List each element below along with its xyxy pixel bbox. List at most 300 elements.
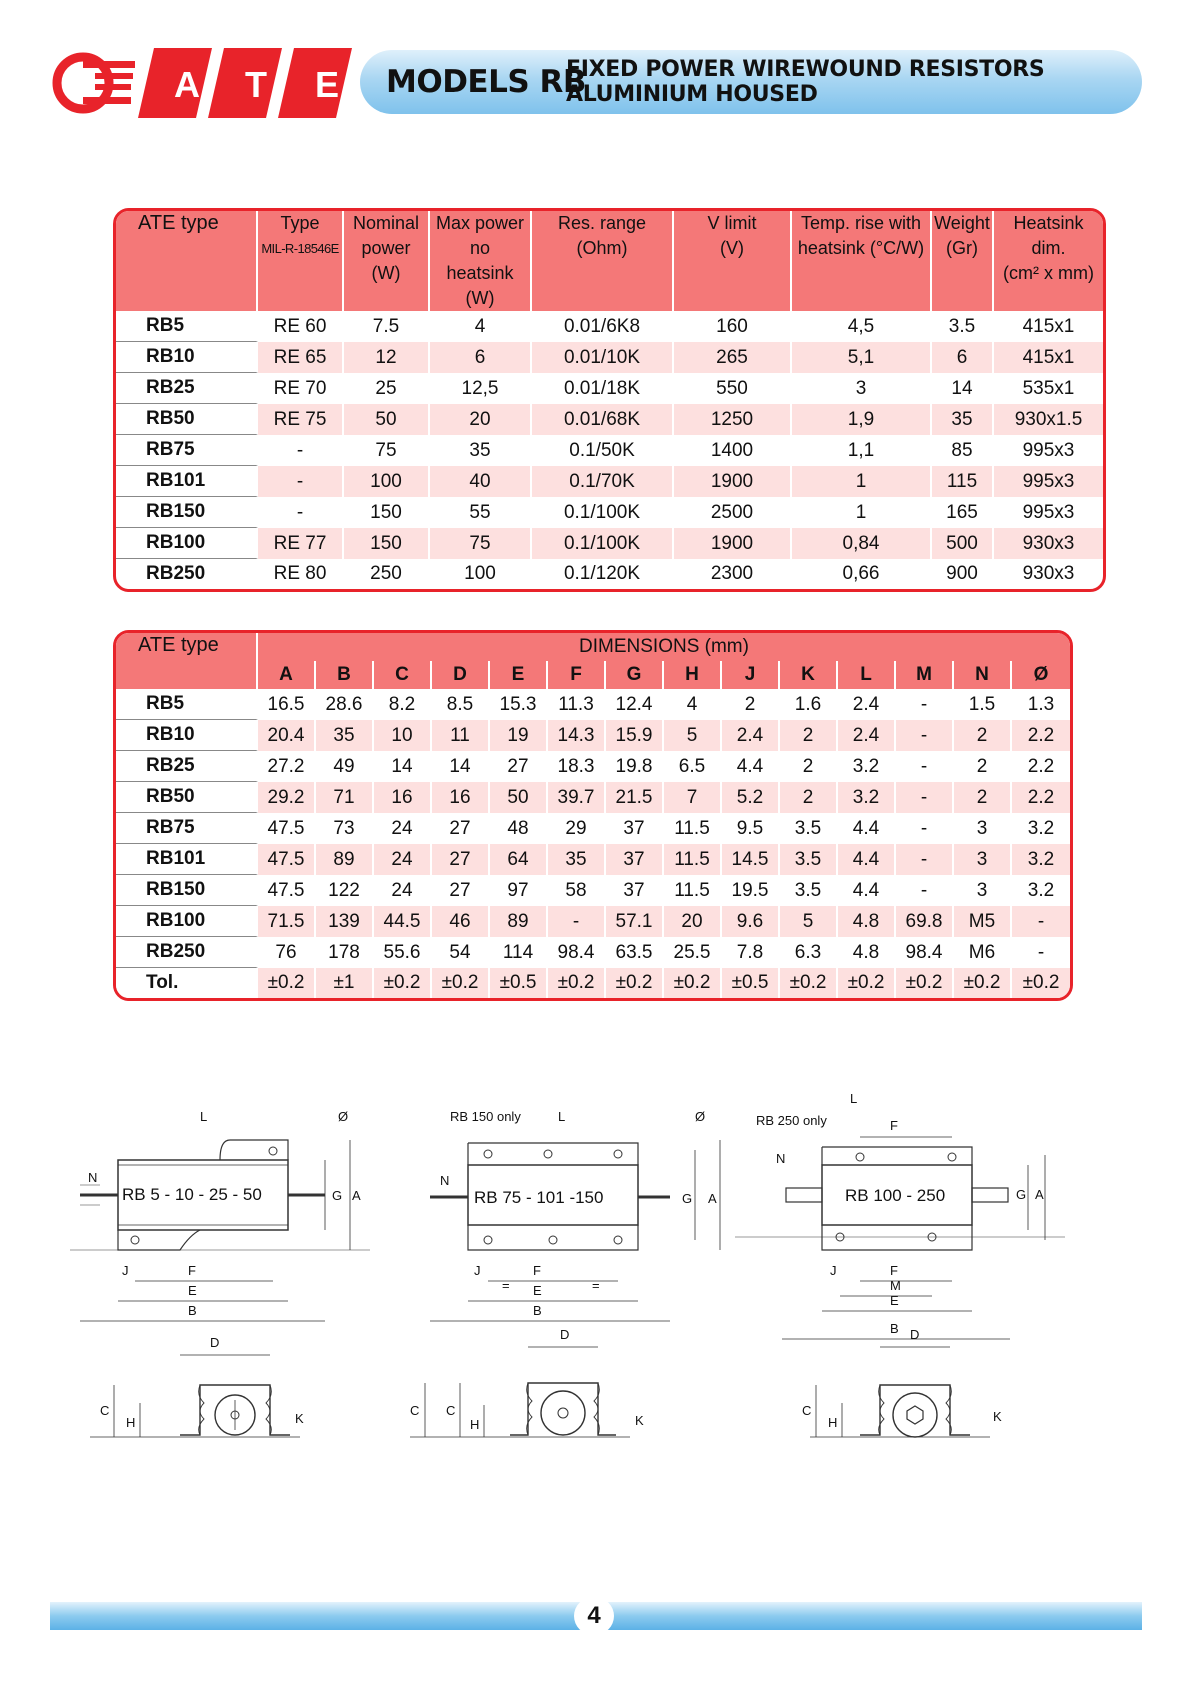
table-cell: ±0.2 bbox=[374, 968, 432, 998]
table-cell: 900 bbox=[932, 559, 994, 589]
specs-header-line1: Temp. rise with bbox=[800, 213, 922, 233]
table-cell: 2.4 bbox=[838, 720, 896, 751]
table-cell: 27 bbox=[432, 813, 490, 844]
d3-E: E bbox=[890, 1293, 899, 1308]
d1-L: L bbox=[200, 1109, 208, 1124]
subtitle-line-1: FIXED POWER WIREWOUND RESISTORS bbox=[566, 57, 1045, 82]
table-cell: ±0.5 bbox=[490, 968, 548, 998]
table-row bbox=[116, 311, 1103, 342]
table-cell: 0.01/10K bbox=[532, 342, 674, 373]
table-row bbox=[116, 720, 1070, 751]
d3-B: B bbox=[890, 1321, 899, 1336]
table-cell: 100 bbox=[344, 466, 430, 497]
specs-header-2 bbox=[344, 211, 430, 311]
d2-note: RB 150 only bbox=[450, 1109, 521, 1124]
table-cell: 24 bbox=[374, 875, 432, 906]
table-cell: 25 bbox=[344, 373, 430, 404]
table-cell: 4.4 bbox=[722, 751, 780, 782]
table-cell: 3.5 bbox=[780, 875, 838, 906]
drawing-rb100-top bbox=[735, 1091, 1065, 1339]
specs-header-7 bbox=[932, 211, 994, 311]
table-cell: 0.01/68K bbox=[532, 404, 674, 435]
table-cell: 73 bbox=[316, 813, 374, 844]
p2-K: K bbox=[635, 1413, 644, 1428]
table-cell: 9.6 bbox=[722, 906, 780, 937]
drawing-profile-3 bbox=[802, 1327, 1002, 1437]
table-cell: 265 bbox=[674, 342, 792, 373]
p1-C: C bbox=[100, 1403, 110, 1418]
table-cell: 995x3 bbox=[1022, 501, 1075, 523]
table-cell: 3.5 bbox=[932, 311, 994, 342]
table-cell: 76 bbox=[258, 937, 316, 968]
table-cell: ±0.2 bbox=[1012, 968, 1070, 998]
d3-J: J bbox=[830, 1263, 837, 1278]
table-cell: 16 bbox=[374, 782, 432, 813]
table-cell: 0.1/100K bbox=[532, 497, 674, 528]
p2-D: D bbox=[560, 1327, 570, 1342]
table-cell: 1.3 bbox=[1027, 693, 1055, 715]
drawing-profile-1 bbox=[90, 1335, 304, 1437]
table-cell: 89 bbox=[490, 906, 548, 937]
logo-letter-e: E bbox=[315, 64, 340, 105]
d3-F2: F bbox=[890, 1263, 898, 1278]
table-cell: ±0.2 bbox=[432, 968, 490, 998]
table-cell: 1 bbox=[792, 466, 932, 497]
specs-header-line2: (cm² x mm) bbox=[1003, 263, 1094, 283]
specs-table-grid bbox=[116, 211, 1103, 589]
table-cell: 12.4 bbox=[606, 689, 664, 720]
d3-N: N bbox=[776, 1151, 786, 1166]
table-cell: 100 bbox=[430, 559, 532, 589]
specs-header-line1: Heatsink dim. bbox=[1013, 213, 1084, 258]
specs-header-1 bbox=[258, 211, 344, 311]
d2-eq1: = bbox=[502, 1278, 510, 1293]
table-cell: 16 bbox=[432, 782, 490, 813]
table-cell: 16.5 bbox=[258, 689, 316, 720]
specs-header-3 bbox=[430, 211, 532, 311]
p3-D: D bbox=[910, 1327, 920, 1342]
table-cell: 37 bbox=[606, 875, 664, 906]
table-cell: ±0.2 bbox=[258, 968, 316, 998]
table-cell: 930x3 bbox=[994, 528, 1103, 559]
model-name: RB10 bbox=[116, 720, 258, 751]
table-cell: - bbox=[1037, 941, 1045, 963]
dimension-drawings bbox=[70, 1085, 1130, 1555]
specs-table bbox=[113, 208, 1106, 592]
subtitle-line-2: ALUMINIUM HOUSED bbox=[566, 82, 818, 107]
table-cell: 27 bbox=[432, 844, 490, 875]
dim-col-header: M bbox=[896, 661, 954, 689]
d2-O: Ø bbox=[695, 1109, 706, 1124]
table-cell: 28.6 bbox=[316, 689, 374, 720]
table-cell: 3.2 bbox=[1027, 879, 1055, 901]
specs-header-line2: (V) bbox=[720, 238, 744, 258]
table-cell: RE 75 bbox=[258, 404, 344, 435]
table-cell: ±0.2 bbox=[664, 968, 722, 998]
table-cell: 11 bbox=[432, 720, 490, 751]
table-cell: 14 bbox=[932, 373, 994, 404]
table-cell: 550 bbox=[674, 373, 792, 404]
d3-G: G bbox=[1016, 1187, 1027, 1202]
table-cell: 995x3 bbox=[1022, 439, 1075, 461]
d1-J: J bbox=[122, 1263, 129, 1278]
dimensions-table bbox=[113, 630, 1073, 1001]
table-cell: 415x1 bbox=[1022, 315, 1075, 337]
table-cell: 14 bbox=[374, 751, 432, 782]
table-cell: 5.2 bbox=[722, 782, 780, 813]
d2-E: E bbox=[533, 1283, 542, 1298]
d2-eq2: = bbox=[592, 1278, 600, 1293]
dim-col-header: E bbox=[490, 661, 548, 689]
table-cell: 27 bbox=[490, 751, 548, 782]
specs-header-line1: Res. range bbox=[557, 213, 647, 233]
table-cell: 47.5 bbox=[258, 813, 316, 844]
table-cell: 15.9 bbox=[606, 720, 664, 751]
table-cell: 3.2 bbox=[838, 782, 896, 813]
table-cell: 150 bbox=[344, 528, 430, 559]
table-cell: 1900 bbox=[674, 528, 792, 559]
model-name: RB75 bbox=[116, 813, 258, 844]
dim-corner-header: ATE type bbox=[116, 633, 258, 689]
table-cell: 4.4 bbox=[838, 813, 896, 844]
d2-B: B bbox=[533, 1303, 542, 1318]
table-cell: 1900 bbox=[674, 466, 792, 497]
table-row bbox=[116, 404, 1103, 435]
table-cell: 4.4 bbox=[838, 875, 896, 906]
table-row bbox=[116, 435, 1103, 466]
table-cell: 0.1/100K bbox=[532, 528, 674, 559]
table-cell: 3.2 bbox=[1027, 817, 1055, 839]
logo-letter-a: A bbox=[174, 64, 200, 105]
table-cell: - bbox=[896, 844, 954, 875]
table-cell: 11.3 bbox=[548, 689, 606, 720]
table-cell: 50 bbox=[490, 782, 548, 813]
dimensions-table-grid bbox=[116, 633, 1070, 998]
p3-K: K bbox=[993, 1409, 1002, 1424]
table-cell: ±0.2 bbox=[780, 968, 838, 998]
table-cell: 18.3 bbox=[548, 751, 606, 782]
table-row bbox=[116, 373, 1103, 404]
table-cell: 1400 bbox=[674, 435, 792, 466]
table-cell: 0.1/50K bbox=[532, 435, 674, 466]
table-cell: 5,1 bbox=[792, 342, 932, 373]
dim-col-header: N bbox=[954, 661, 1012, 689]
specs-header-line1: Weight bbox=[934, 213, 990, 233]
specs-header-0 bbox=[116, 211, 258, 311]
specs-header-5 bbox=[674, 211, 792, 311]
table-cell: 37 bbox=[606, 813, 664, 844]
page-number: 4 bbox=[574, 1597, 614, 1635]
table-cell: 3.2 bbox=[838, 751, 896, 782]
table-cell: 14 bbox=[432, 751, 490, 782]
table-row bbox=[116, 906, 1070, 937]
table-row bbox=[116, 689, 1070, 720]
model-name: RB150 bbox=[116, 497, 258, 528]
table-row bbox=[116, 937, 1070, 968]
table-cell: 12,5 bbox=[430, 373, 532, 404]
p3-H: H bbox=[828, 1415, 838, 1430]
table-cell: 2300 bbox=[674, 559, 792, 589]
table-cell: 139 bbox=[316, 906, 374, 937]
table-cell: 48 bbox=[490, 813, 548, 844]
table-cell: 14.5 bbox=[722, 844, 780, 875]
d2-L: L bbox=[558, 1109, 566, 1124]
table-cell: 3.2 bbox=[1012, 844, 1070, 875]
table-cell: 85 bbox=[932, 435, 994, 466]
dim-col-header: Ø bbox=[1012, 661, 1070, 689]
table-cell: 47.5 bbox=[258, 875, 316, 906]
table-cell: 35 bbox=[932, 404, 994, 435]
table-cell: 19 bbox=[490, 720, 548, 751]
specs-header-8 bbox=[994, 211, 1103, 311]
d1-F: F bbox=[188, 1263, 196, 1278]
table-cell: 9.5 bbox=[722, 813, 780, 844]
table-cell: 5 bbox=[664, 720, 722, 751]
table-cell: 1 bbox=[792, 497, 932, 528]
table-cell: 35 bbox=[430, 435, 532, 466]
table-cell: 0.01/6K8 bbox=[532, 311, 674, 342]
table-cell: 47.5 bbox=[258, 844, 316, 875]
dim-col-header: J bbox=[722, 661, 780, 689]
dim-col-header: H bbox=[664, 661, 722, 689]
model-name: RB101 bbox=[116, 844, 258, 875]
table-cell: 930x3 bbox=[1022, 563, 1075, 584]
d1-E: E bbox=[188, 1283, 197, 1298]
table-cell: 57.1 bbox=[606, 906, 664, 937]
p1-D: D bbox=[210, 1335, 220, 1350]
table-cell: 4,5 bbox=[792, 311, 932, 342]
table-cell: ±0.2 bbox=[896, 968, 954, 998]
table-cell: 6.3 bbox=[780, 937, 838, 968]
table-row bbox=[116, 466, 1103, 497]
dim-col-header: G bbox=[606, 661, 664, 689]
table-cell: 114 bbox=[490, 937, 548, 968]
d2-N: N bbox=[440, 1173, 450, 1188]
d2-J: J bbox=[474, 1263, 481, 1278]
table-cell: 3.5 bbox=[780, 844, 838, 875]
table-cell: 2 bbox=[780, 782, 838, 813]
table-cell: 10 bbox=[374, 720, 432, 751]
p2-C2: C bbox=[446, 1403, 456, 1418]
p1-K: K bbox=[295, 1411, 304, 1426]
table-cell: 98.4 bbox=[548, 937, 606, 968]
table-cell: 75 bbox=[344, 435, 430, 466]
table-cell: 415x1 bbox=[994, 342, 1103, 373]
table-cell: 0.1/70K bbox=[532, 466, 674, 497]
table-cell: 250 bbox=[344, 559, 430, 589]
table-cell: 55 bbox=[430, 497, 532, 528]
table-cell: 35 bbox=[316, 720, 374, 751]
table-cell: 2 bbox=[780, 720, 838, 751]
table-cell: - bbox=[548, 906, 606, 937]
table-cell: 1250 bbox=[674, 404, 792, 435]
table-cell: 19.8 bbox=[606, 751, 664, 782]
table-cell: 54 bbox=[432, 937, 490, 968]
table-cell: 165 bbox=[932, 497, 994, 528]
table-cell: 2 bbox=[954, 782, 1012, 813]
table-cell: 39.7 bbox=[548, 782, 606, 813]
table-cell: 122 bbox=[316, 875, 374, 906]
table-cell: 3 bbox=[954, 875, 1012, 906]
d2-F: F bbox=[533, 1263, 541, 1278]
table-cell: 7.5 bbox=[344, 311, 430, 342]
table-cell: 6 bbox=[932, 342, 994, 373]
table-cell: 995x3 bbox=[994, 466, 1103, 497]
ate-logo bbox=[50, 48, 360, 118]
table-cell: 2.4 bbox=[722, 720, 780, 751]
table-cell: 0,66 bbox=[792, 559, 932, 589]
table-cell: - bbox=[896, 782, 954, 813]
table-cell: 535x1 bbox=[1022, 377, 1075, 399]
table-cell: 49 bbox=[316, 751, 374, 782]
table-cell: 4 bbox=[430, 311, 532, 342]
dim-col-header: B bbox=[316, 661, 374, 689]
table-cell: 35 bbox=[548, 844, 606, 875]
d3-note: RB 250 only bbox=[756, 1113, 827, 1128]
table-cell: RE 60 bbox=[258, 311, 344, 342]
p2-C1: C bbox=[410, 1403, 420, 1418]
table-cell: 1,9 bbox=[792, 404, 932, 435]
model-name: RB101 bbox=[116, 466, 258, 497]
model-name: RB250 bbox=[116, 937, 258, 968]
table-cell: 11.5 bbox=[664, 844, 722, 875]
p1-H: H bbox=[126, 1415, 136, 1430]
table-row bbox=[116, 844, 1070, 875]
table-cell: 98.4 bbox=[896, 937, 954, 968]
table-cell: 21.5 bbox=[606, 782, 664, 813]
table-cell: 5 bbox=[780, 906, 838, 937]
table-cell: 4.8 bbox=[838, 937, 896, 968]
model-name: RB5 bbox=[116, 689, 258, 720]
table-cell: 3 bbox=[954, 813, 1012, 844]
table-cell: ±1 bbox=[316, 968, 374, 998]
table-cell: 3.5 bbox=[780, 813, 838, 844]
table-cell: 4 bbox=[664, 689, 722, 720]
table-cell: 2500 bbox=[674, 497, 792, 528]
table-cell: 178 bbox=[316, 937, 374, 968]
table-cell: RE 70 bbox=[258, 373, 344, 404]
table-cell: 71 bbox=[316, 782, 374, 813]
d1-G: G bbox=[332, 1188, 343, 1203]
d1-O: Ø bbox=[338, 1109, 349, 1124]
specs-header-line1: Nominal bbox=[352, 213, 420, 233]
dim-col-header: A bbox=[258, 661, 316, 689]
table-cell: - bbox=[258, 435, 344, 466]
d1-A: A bbox=[352, 1188, 361, 1203]
table-cell: 11.5 bbox=[664, 813, 722, 844]
table-cell: ±0.2 bbox=[838, 968, 896, 998]
table-cell: 89 bbox=[316, 844, 374, 875]
specs-header-line2: power (W) bbox=[361, 238, 411, 283]
specs-header-line1: ATE type bbox=[138, 212, 219, 234]
model-name: RB5 bbox=[116, 311, 258, 342]
table-cell: 930x1.5 bbox=[994, 404, 1103, 435]
table-cell: 20 bbox=[664, 906, 722, 937]
model-name: RB250 bbox=[116, 559, 258, 589]
table-cell: 14.3 bbox=[548, 720, 606, 751]
specs-header-line1: Type bbox=[280, 213, 320, 233]
table-row bbox=[116, 751, 1070, 782]
table-cell: 97 bbox=[490, 875, 548, 906]
table-cell: 2.4 bbox=[838, 689, 896, 720]
table-cell: 20.4 bbox=[258, 720, 316, 751]
table-cell: 2.2 bbox=[1012, 720, 1070, 751]
specs-header-line2: heatsink (W) bbox=[446, 263, 514, 308]
table-row bbox=[116, 342, 1103, 373]
table-cell: 27.2 bbox=[258, 751, 316, 782]
table-cell: - bbox=[896, 875, 954, 906]
table-cell: ±0.5 bbox=[722, 968, 780, 998]
specs-header-6 bbox=[792, 211, 932, 311]
specs-header-line2: heatsink (°C/W) bbox=[797, 238, 925, 258]
table-cell: 500 bbox=[932, 528, 994, 559]
table-cell: 19.5 bbox=[722, 875, 780, 906]
table-cell: RE 65 bbox=[258, 342, 344, 373]
table-cell: 20 bbox=[430, 404, 532, 435]
table-cell: - bbox=[896, 689, 954, 720]
table-cell: - bbox=[896, 813, 954, 844]
table-row bbox=[116, 559, 1103, 589]
table-cell: ±0.2 bbox=[606, 968, 664, 998]
table-cell: 3 bbox=[792, 373, 932, 404]
table-cell: 24 bbox=[374, 844, 432, 875]
model-name: RB50 bbox=[116, 782, 258, 813]
table-cell: 12 bbox=[344, 342, 430, 373]
d1-B: B bbox=[188, 1303, 197, 1318]
banner-subtitle bbox=[566, 57, 1044, 107]
drawing-rb75-top bbox=[430, 1109, 720, 1321]
table-cell: RE 77 bbox=[258, 528, 344, 559]
model-name: RB150 bbox=[116, 875, 258, 906]
model-name: RB100 bbox=[116, 528, 258, 559]
dim-col-header: L bbox=[838, 661, 896, 689]
table-cell: 0.1/120K bbox=[532, 559, 674, 589]
table-cell: 2 bbox=[780, 751, 838, 782]
table-cell: ±0.2 bbox=[548, 968, 606, 998]
specs-header-line2: (Ohm) bbox=[576, 238, 628, 258]
p2-H: H bbox=[470, 1417, 480, 1432]
table-cell: 0,84 bbox=[792, 528, 932, 559]
drawing-profile-2 bbox=[410, 1327, 644, 1437]
specs-header-line2: (Gr) bbox=[946, 238, 978, 258]
table-row bbox=[116, 782, 1070, 813]
table-cell: 4.8 bbox=[838, 906, 896, 937]
drawing1-label: RB 5 - 10 - 25 - 50 bbox=[122, 1185, 262, 1204]
table-cell: 160 bbox=[674, 311, 792, 342]
model-name: RB25 bbox=[116, 373, 258, 404]
drawing3-label: RB 100 - 250 bbox=[845, 1186, 946, 1205]
table-cell: 0.01/18K bbox=[532, 373, 674, 404]
table-cell: 44.5 bbox=[374, 906, 432, 937]
table-cell: - bbox=[1012, 906, 1070, 937]
table-cell: 4.4 bbox=[838, 844, 896, 875]
table-cell: - bbox=[258, 497, 344, 528]
d2-A: A bbox=[708, 1191, 717, 1206]
dim-col-header: C bbox=[374, 661, 432, 689]
table-cell: 6 bbox=[430, 342, 532, 373]
table-cell: 29 bbox=[548, 813, 606, 844]
table-cell: 2 bbox=[954, 751, 1012, 782]
d2-G: G bbox=[682, 1191, 693, 1206]
table-cell: 63.5 bbox=[606, 937, 664, 968]
model-name: RB50 bbox=[116, 404, 258, 435]
table-cell: 1.5 bbox=[954, 689, 1012, 720]
table-cell: 58 bbox=[548, 875, 606, 906]
table-cell: 25.5 bbox=[664, 937, 722, 968]
model-name: RB75 bbox=[116, 435, 258, 466]
d3-L: L bbox=[850, 1091, 858, 1106]
table-row bbox=[116, 813, 1070, 844]
